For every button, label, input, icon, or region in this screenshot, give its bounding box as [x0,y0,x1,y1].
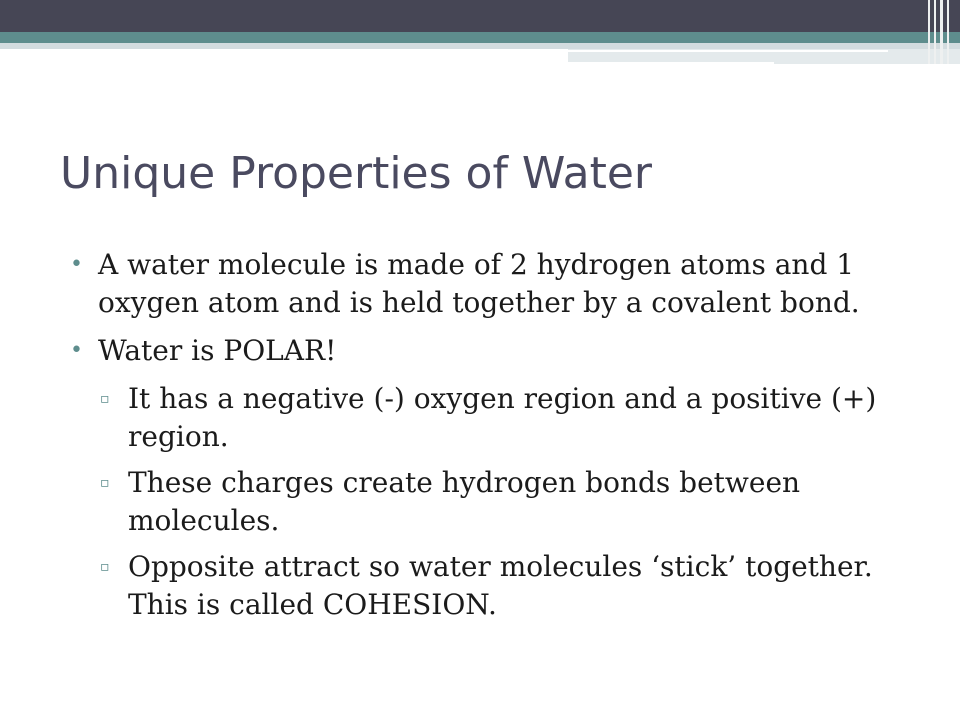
header-accent-line [568,50,888,52]
sub-bullet-item [70,548,890,624]
sub-bullet-item [70,464,890,540]
header-vertical-line [928,0,930,64]
header-vertical-line [947,0,949,64]
header-vertical-line [940,0,943,64]
bullet-marker: • [70,338,83,363]
sub-bullet-marker: ▫ [100,475,110,491]
bullet-text: A water molecule is made of 2 hydrogen atoms and 1 oxygen atom and is held together by a covalent bond. [98,248,860,319]
header-bar-teal [0,32,960,43]
bullet-item [70,332,890,370]
bullet-marker: • [70,252,83,277]
sub-bullet-text: These charges create hydrogen bonds between molecules. [128,466,801,537]
sub-bullet-marker: ▫ [100,559,110,575]
sub-bullet-text: It has a negative (-) oxygen region and a positive (+) region. [128,382,877,453]
sub-bullet-text: Opposite attract so water molecules ‘stick’ together. This is called COHESION. [128,550,873,621]
sub-bullet-marker: ▫ [100,391,110,407]
bullet-item [70,246,890,322]
header-vertical-line [934,0,936,64]
sub-bullet-item [70,380,890,456]
slide-title: Unique Properties of Water [60,148,653,199]
bullet-text: Water is POLAR! [98,334,337,367]
slide-body [70,246,890,632]
header-accent-line [568,62,774,64]
header-bar-dark [0,0,960,32]
